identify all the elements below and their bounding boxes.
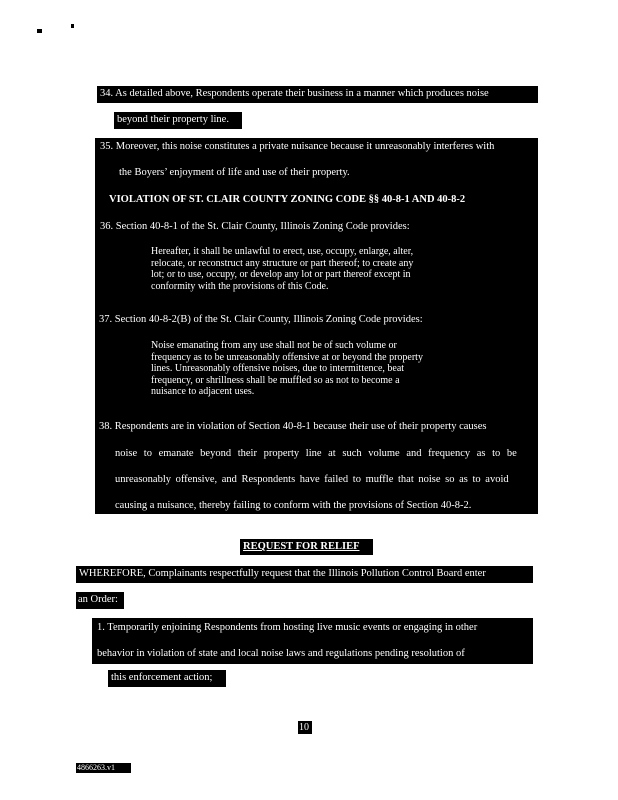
para37-intro: 37. Section 40-8-2(B) of the St. Clair County, Illinois Zoning Code provides: [99,314,423,325]
quote-line: lines. Unreasonably offensive noises, due to intermittence, beat [151,363,405,375]
quote-line: conformity with the provisions of this Code. [151,280,329,292]
violation-heading: VIOLATION OF ST. CLAIR COUNTY ZONING CODE §§ 40-8-1 AND 40-8-2 [109,194,466,205]
para34-line2-text: beyond their property line. [117,114,229,125]
quote-line: frequency as to be unreasonably offensive at or beyond the property [151,351,423,363]
para36-intro: 36. Section 40-8-1 of the St. Clair County, Illinois Zoning Code provides: [100,221,410,232]
quote-line: lot; or to use, occupy, or develop any lot or part thereof except in [151,269,411,281]
quote-line: relocate, or reconstruct any structure or part thereof; to create any [151,257,414,269]
para38-line4: causing a nuisance, thereby failing to conform with the provisions of Section 40-8-2. [115,500,472,511]
para38-line2: noise to emanate beyond their property line at such volume and frequency as to be [115,448,517,459]
quote-line: frequency, or shrillness shall be muffled so as not to become a [151,374,400,386]
para38-line1: 38. Respondents are in violation of Section 40-8-1 because their use of their property causes [99,421,487,432]
doc-code: 4866263.v1 [77,763,115,772]
relief-item1-line1: 1. Temporarily enjoining Respondents from hosting live music events or engaging in other [97,622,478,633]
para36-quote [151,246,464,292]
page-number: 10 [299,722,309,733]
relief-heading: REQUEST FOR RELIEF [243,541,360,552]
para34-line1-text: 34. As detailed above, Respondents operate their business in a manner which produces noise [100,88,489,99]
quote-line: Noise emanating from any use shall not be of such volume or [151,340,397,351]
relief-item1-line3: this enforcement action; [111,672,213,683]
wherefore-line1: WHEREFORE, Complainants respectfully request that the Illinois Pollution Control Board enter [79,568,486,579]
para35-line2: the Boyers’ enjoyment of life and use of their property. [119,167,350,178]
para35-line1: 35. Moreover, this noise constitutes a private nuisance because it unreasonably interferes with [100,141,495,152]
scan-speck [71,24,74,28]
para37-quote [151,340,464,398]
para38-line3: unreasonably offensive, and Respondents have failed to muffle that noise so as to avoid [115,474,509,485]
relief-item1-line2: behavior in violation of state and local noise laws and regulations pending resolution of [97,648,465,659]
quote-line: Hereafter, it shall be unlawful to erect, use, occupy, enlarge, alter, [151,246,414,257]
scan-speck [37,29,42,33]
quote-line: nuisance to adjacent uses. [151,386,255,398]
wherefore-line2: an Order: [78,594,118,605]
